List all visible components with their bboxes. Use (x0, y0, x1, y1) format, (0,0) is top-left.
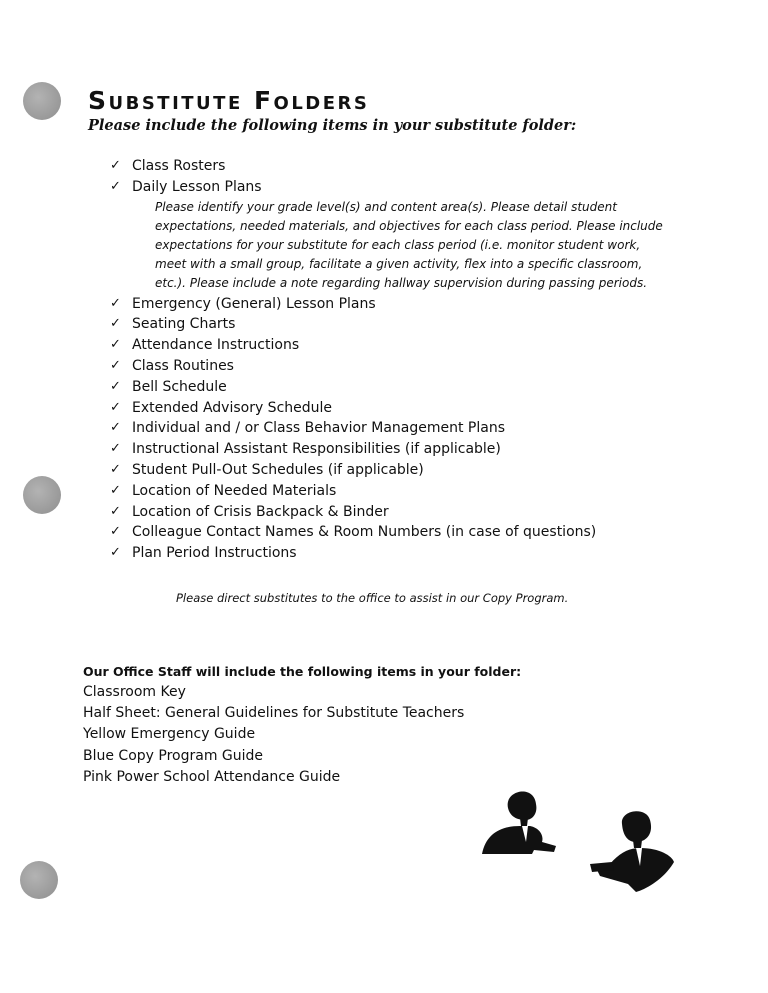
list-item (110, 543, 670, 564)
check-mark-icon: ✓ (110, 316, 121, 332)
list-item-label: Attendance Instructions (132, 337, 300, 354)
check-mark-icon: ✓ (110, 358, 121, 373)
list-item (110, 502, 670, 523)
list-item (110, 460, 670, 481)
list-item: Classroom Key (83, 684, 186, 700)
list-item (110, 418, 670, 439)
list-item (110, 177, 670, 294)
substitute-checklist (110, 156, 670, 564)
list-item: Half Sheet: General Guidelines for Substitute Teachers (83, 705, 465, 722)
page-subtitle: Please include the following items in your substitute folder: (88, 117, 577, 134)
list-item (110, 439, 670, 460)
list-item (110, 398, 670, 419)
list-item: Pink Power School Attendance Guide (83, 768, 341, 785)
list-item (110, 294, 670, 315)
list-item (110, 156, 670, 177)
check-mark-icon: ✓ (110, 524, 121, 540)
man-figure-icon (590, 811, 674, 892)
check-mark-icon: ✓ (110, 482, 121, 498)
list-item (110, 356, 670, 377)
check-mark-icon: ✓ (110, 295, 121, 311)
list-item-label: Colleague Contact Names & Room Numbers (in case of questions) (132, 524, 597, 541)
list-item (110, 522, 670, 543)
list-item-label: Extended Advisory Schedule (132, 399, 333, 416)
binder-hole (23, 476, 61, 514)
list-item-label: Class Routines (132, 358, 234, 374)
list-item-label: Student Pull-Out Schedules (if applicable) (132, 461, 424, 478)
list-item-label: Class Rosters (132, 158, 226, 174)
list-item-label: Instructional Assistant Responsibilities (if applicable) (132, 441, 501, 458)
list-item-label: Location of Crisis Backpack & Binder (132, 503, 389, 520)
check-mark-icon: ✓ (110, 158, 121, 173)
list-item (110, 377, 670, 398)
woman-figure-icon (482, 792, 556, 854)
check-mark-icon: ✓ (110, 461, 121, 477)
list-item: Yellow Emergency Guide (83, 726, 256, 743)
check-mark-icon: ✓ (110, 420, 121, 436)
office-items-list (83, 682, 464, 788)
list-item-label: Individual and / or Class Behavior Management Plans (132, 420, 506, 437)
page-title: Substitute Folders (88, 86, 370, 115)
people-talking-icon (470, 780, 690, 900)
check-mark-icon: ✓ (110, 337, 121, 353)
list-item-label: Emergency (General) Lesson Plans (132, 295, 376, 312)
office-staff-heading: Our Office Staff will include the following items in your folder: (83, 664, 522, 679)
binder-hole (23, 82, 61, 120)
list-item (110, 481, 670, 502)
list-item-label: Plan Period Instructions (132, 545, 297, 562)
list-item (110, 335, 670, 356)
check-mark-icon: ✓ (110, 545, 121, 561)
list-item-label: Bell Schedule (132, 378, 227, 395)
list-item-label: Seating Charts (132, 316, 236, 333)
list-item: Blue Copy Program Guide (83, 747, 264, 764)
check-mark-icon: ✓ (110, 178, 121, 194)
check-mark-icon: ✓ (110, 378, 121, 394)
check-mark-icon: ✓ (110, 503, 121, 519)
plan-period-note: Please direct substitutes to the office to assist in our Copy Program. (176, 591, 569, 605)
list-item-label: Daily Lesson Plans (132, 178, 262, 195)
list-item (110, 314, 670, 335)
lesson-plans-note: Please identify your grade level(s) and content area(s). Please detail student expectations, needed materials, and objectives for each class period. Please include expectations for your substitute for each class period (i.e. monitor student work, meet with a small group, facilitate a given activity, flex into a specific classroom, etc.). Please include a note regarding hallway supervision during passing periods. (155, 199, 663, 291)
binder-hole (20, 861, 58, 899)
check-mark-icon: ✓ (110, 441, 121, 457)
list-item-label: Location of Needed Materials (132, 482, 337, 499)
check-mark-icon: ✓ (110, 399, 121, 415)
